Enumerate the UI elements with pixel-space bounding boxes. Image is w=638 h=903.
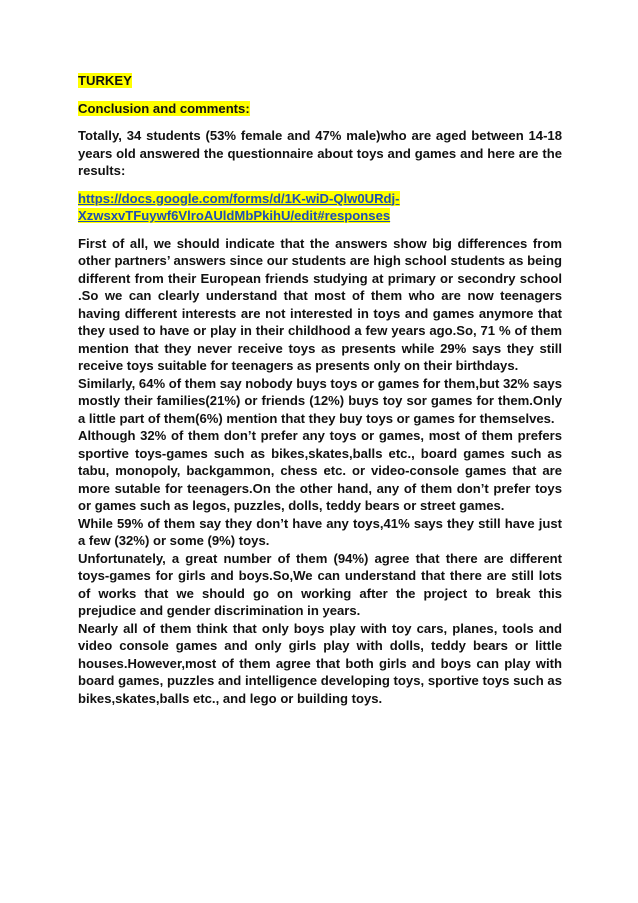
paragraph-unfortunately: Unfortunately, a great number of them (94%) agree that there are different toys-games for girls and boys.So,We can understand that there are still lots of works that we should go on working after the project to break this prejudice and gender discrimination in years.	[78, 550, 562, 618]
responses-link-line-1[interactable]: https://docs.google.com/forms/d/1K-wiD-Qlw0URdj-	[78, 190, 400, 206]
paragraph-nearly-all: Nearly all of them think that only boys play with toy cars, planes, tools and video console games and only girls play with dolls, teddy bears or little houses.However,most of them agree that both girls and boys can play with board games, puzzles and intelligence developing toys, sportive toys such as bikes,skates,balls etc., and lego or building toys.	[78, 620, 562, 706]
paragraph-although: Although 32% of them don’t prefer any toys or games, most of them prefers sportive toys-games such as bikes,skates,balls etc., board games such as tabu, monopoly, backgammon, chess etc. or video-console games that are more sutable for teenagers.On the other hand, any of them don’t prefer toys or games such as legos, puzzles, dolls, teddy bears or street games.	[78, 428, 562, 513]
responses-link-line-2[interactable]: XzwsxvTFuywf6VlroAUldMbPkihU/edit#responses	[78, 208, 391, 223]
country-title: TURKEY	[78, 73, 132, 88]
paragraph-similarly: Similarly, 64% of them say nobody buys toys or games for them,but 32% says mostly their families(21%) or friends (12%) buys toy sor games for them.Only a little part of them(6%) mention that they buy toys or games for themselves.	[78, 375, 562, 426]
section-title: Conclusion and comments:	[78, 100, 250, 116]
intro-paragraph: Totally, 34 students (53% female and 47% male)who are aged between 14-18 years old answered the questionnaire about toys and games and here are the results:	[78, 128, 562, 178]
responses-link[interactable]	[78, 190, 562, 225]
document-page	[78, 72, 562, 707]
country-heading	[78, 72, 562, 90]
paragraph-while: While 59% of them say they don’t have any toys,41% says they still have just a few (32%) or some (9%) toys.	[78, 515, 562, 548]
paragraph-first-of-all: First of all, we should indicate that the answers show big differences from other partners’ answers since our students are high school students as being different from their European friends studying at primary or secondry school .So we can clearly understand that most of them who are now teenagers having different interests are not interested in toys and games anymore that they used to have or play in their childhood a few years ago.So, 71 % of them mention that they never receive toys as presents while 29% says they still receive toys suitable for teenagers as presents only on their birthdays.	[78, 235, 562, 373]
section-heading	[78, 100, 562, 118]
